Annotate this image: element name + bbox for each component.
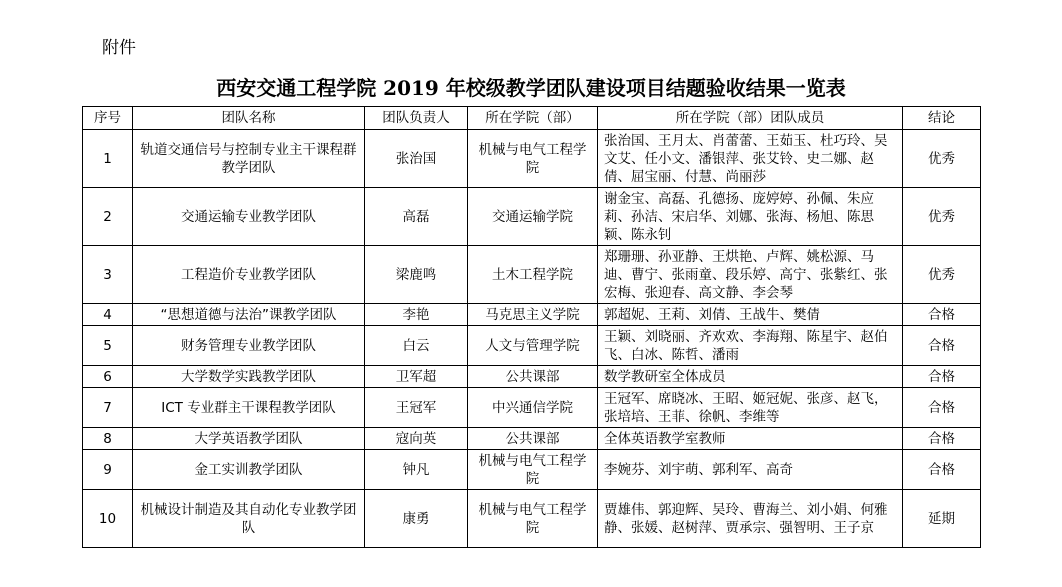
header-members: 所在学院（部）团队成员	[598, 107, 903, 130]
cell-no: 7	[83, 388, 133, 428]
cell-team: 财务管理专业教学团队	[133, 326, 365, 366]
cell-leader: 康勇	[365, 490, 468, 548]
cell-result: 合格	[903, 326, 981, 366]
header-team: 团队名称	[133, 107, 365, 130]
table-row	[83, 304, 981, 326]
cell-members: 王颖、刘晓丽、齐欢欢、李海翔、陈星宇、赵伯飞、白冰、陈哲、潘雨	[598, 326, 903, 366]
cell-no: 3	[83, 246, 133, 304]
results-table	[82, 106, 981, 548]
cell-leader: 王冠军	[365, 388, 468, 428]
cell-leader: 寇向英	[365, 428, 468, 450]
cell-members: 谢金宝、高磊、孔德扬、庞婷婷、孙佩、朱应莉、孙洁、宋启华、刘娜、张海、杨旭、陈思颖、陈永钊	[598, 188, 903, 246]
cell-leader: 卫军超	[365, 366, 468, 388]
cell-team: ICT 专业群主干课程教学团队	[133, 388, 365, 428]
cell-college: 土木工程学院	[468, 246, 598, 304]
cell-team: 工程造价专业教学团队	[133, 246, 365, 304]
page-title: 西安交通工程学院 2019 年校级教学团队建设项目结题验收结果一览表	[216, 76, 846, 100]
cell-result: 优秀	[903, 188, 981, 246]
cell-leader: 高磊	[365, 188, 468, 246]
header-row	[83, 107, 981, 130]
cell-leader: 白云	[365, 326, 468, 366]
cell-members: 数学教研室全体成员	[598, 366, 903, 388]
cell-members: 郭超妮、王莉、刘倩、王战牛、樊倩	[598, 304, 903, 326]
table-row	[83, 130, 981, 188]
header-no: 序号	[83, 107, 133, 130]
cell-members: 郑珊珊、孙亚静、王烘艳、卢辉、姚松源、马迪、曹宁、张雨童、段乐婷、高宁、张紫红、张宏梅、张迎春、高文静、李会琴	[598, 246, 903, 304]
cell-college: 公共课部	[468, 366, 598, 388]
table-row	[83, 326, 981, 366]
cell-members: 贾雄伟、郭迎辉、吴玲、曹海兰、刘小娟、何雅静、张媛、赵树萍、贾承宗、强智明、王子京	[598, 490, 903, 548]
cell-members: 李婉芬、刘宇萌、郭利军、高奇	[598, 450, 903, 490]
cell-college: 交通运输学院	[468, 188, 598, 246]
cell-college: 中兴通信学院	[468, 388, 598, 428]
cell-result: 合格	[903, 428, 981, 450]
table-row	[83, 366, 981, 388]
cell-leader: 李艳	[365, 304, 468, 326]
cell-team: “思想道德与法治”课教学团队	[133, 304, 365, 326]
cell-result: 合格	[903, 366, 981, 388]
cell-team: 大学数学实践教学团队	[133, 366, 365, 388]
cell-result: 延期	[903, 490, 981, 548]
header-result: 结论	[903, 107, 981, 130]
cell-members: 全体英语教学室教师	[598, 428, 903, 450]
cell-no: 1	[83, 130, 133, 188]
cell-no: 4	[83, 304, 133, 326]
cell-no: 9	[83, 450, 133, 490]
cell-college: 机械与电气工程学院	[468, 450, 598, 490]
cell-team: 轨道交通信号与控制专业主干课程群教学团队	[133, 130, 365, 188]
cell-team: 大学英语教学团队	[133, 428, 365, 450]
cell-no: 6	[83, 366, 133, 388]
cell-result: 优秀	[903, 130, 981, 188]
cell-members: 张治国、王月太、肖蕾蕾、王茹玉、杜巧玲、吴文艾、任小文、潘银萍、张艾铃、史二娜、赵倩、屈宝丽、付慧、尚丽莎	[598, 130, 903, 188]
cell-team: 交通运输专业教学团队	[133, 188, 365, 246]
cell-college: 马克思主义学院	[468, 304, 598, 326]
cell-members: 王冠军、席晓冰、王昭、姬冠妮、张彦、赵飞，张培培、王菲、徐帆、李维等	[598, 388, 903, 428]
cell-leader: 张治国	[365, 130, 468, 188]
cell-no: 5	[83, 326, 133, 366]
table-row	[83, 188, 981, 246]
cell-no: 8	[83, 428, 133, 450]
cell-college: 人文与管理学院	[468, 326, 598, 366]
cell-leader: 梁鹿鸣	[365, 246, 468, 304]
table-row	[83, 490, 981, 548]
cell-no: 2	[83, 188, 133, 246]
cell-team: 金工实训教学团队	[133, 450, 365, 490]
header-college: 所在学院（部）	[468, 107, 598, 130]
header-leader: 团队负责人	[365, 107, 468, 130]
cell-team: 机械设计制造及其自动化专业教学团队	[133, 490, 365, 548]
cell-college: 机械与电气工程学院	[468, 490, 598, 548]
cell-leader: 钟凡	[365, 450, 468, 490]
table-row	[83, 450, 981, 490]
cell-college: 机械与电气工程学院	[468, 130, 598, 188]
cell-result: 合格	[903, 388, 981, 428]
cell-result: 优秀	[903, 246, 981, 304]
table-row	[83, 388, 981, 428]
table-row	[83, 428, 981, 450]
cell-college: 公共课部	[468, 428, 598, 450]
table-row	[83, 246, 981, 304]
cell-result: 合格	[903, 304, 981, 326]
attachment-label: 附件	[102, 38, 136, 58]
cell-result: 合格	[903, 450, 981, 490]
cell-no: 10	[83, 490, 133, 548]
